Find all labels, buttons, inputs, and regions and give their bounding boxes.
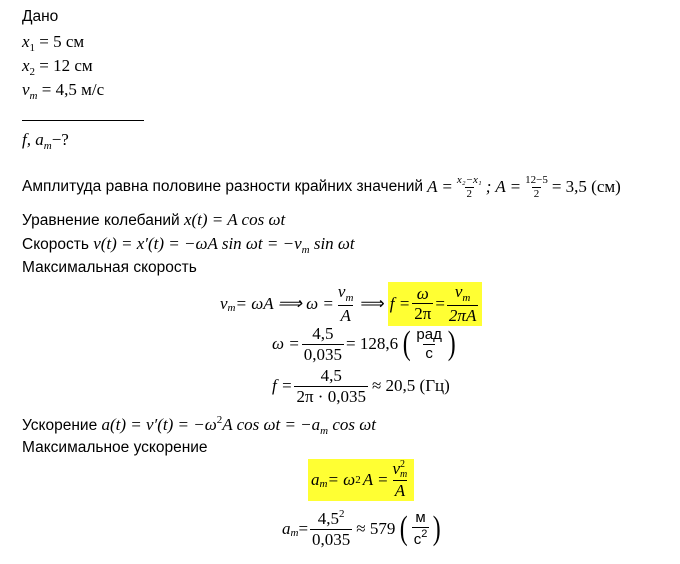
maxspeed-title: Максимальная скорость bbox=[22, 259, 197, 276]
given-x1: $x_1 = 5$ см bbox=[22, 32, 85, 54]
given-title: Дано bbox=[22, 8, 59, 25]
am-equation: a $_m$ = $\frac{4,5^2}{0,035}$ ≈ 579 ( $\frac{м}{с^2}$ ) bbox=[282, 508, 441, 549]
frequency-highlight: f = $\frac{\omega}{2\pi}$ = $\frac{v_m}{2\pi A}$ bbox=[388, 282, 483, 326]
amplitude-fraction: $\frac{\text{x₂−x₁}}{2}$ bbox=[456, 174, 482, 200]
accel-highlight: a $_m$ = ω 2 A = v 2 m A bbox=[308, 459, 414, 501]
speed-line: Скорость v(t) = x′(t) = −ωA $\sin \omega t = -v_m$ sin ωt bbox=[22, 234, 355, 256]
amplitude-line: Амплитуда равна половине разности крайних значений A = $\frac{\text{x₂−x₁}}{2}$ ; A = $\frac{12-5}{2}$ = 3,5 (см) bbox=[22, 174, 621, 200]
find-line: f, $a_m-$? bbox=[22, 130, 69, 152]
frequency-equation: f = $\frac{4,5}{2\pi \cdot 0,035}$ ≈ 20,5 (Гц) bbox=[272, 366, 450, 406]
oscillation-line: Уравнение колебаний x(t) = A cos ωt bbox=[22, 210, 286, 229]
given-x2: $x_2 = 12$ см bbox=[22, 56, 93, 78]
accel-highlight-equation bbox=[308, 459, 414, 501]
accel-line: Ускорение $a(t) = v'(t) = -\omega^2A$ $\cos \omega t = -a_m$ cos ωt bbox=[22, 414, 377, 437]
maxspeed-equation: v $_m$ = ωA ⟹ ω = $\frac{v_m}{A}$ ⟹ f = $\frac{\omega}{2\pi}$ = $\frac{v_m}{2\pi A}$ bbox=[220, 282, 482, 326]
given-divider bbox=[22, 120, 144, 121]
amplitude-fraction-2: $\frac{12-5}{2}$ bbox=[525, 174, 548, 200]
given-vm: $v_m = 4,5$ м/с bbox=[22, 80, 105, 102]
maxaccel-title: Максимальное ускорение bbox=[22, 439, 208, 456]
omega-equation: ω = $\frac{4,5}{0,035}$ = 128,6 ( $\frac{\text{рад}}{с}$ ) bbox=[272, 324, 456, 364]
